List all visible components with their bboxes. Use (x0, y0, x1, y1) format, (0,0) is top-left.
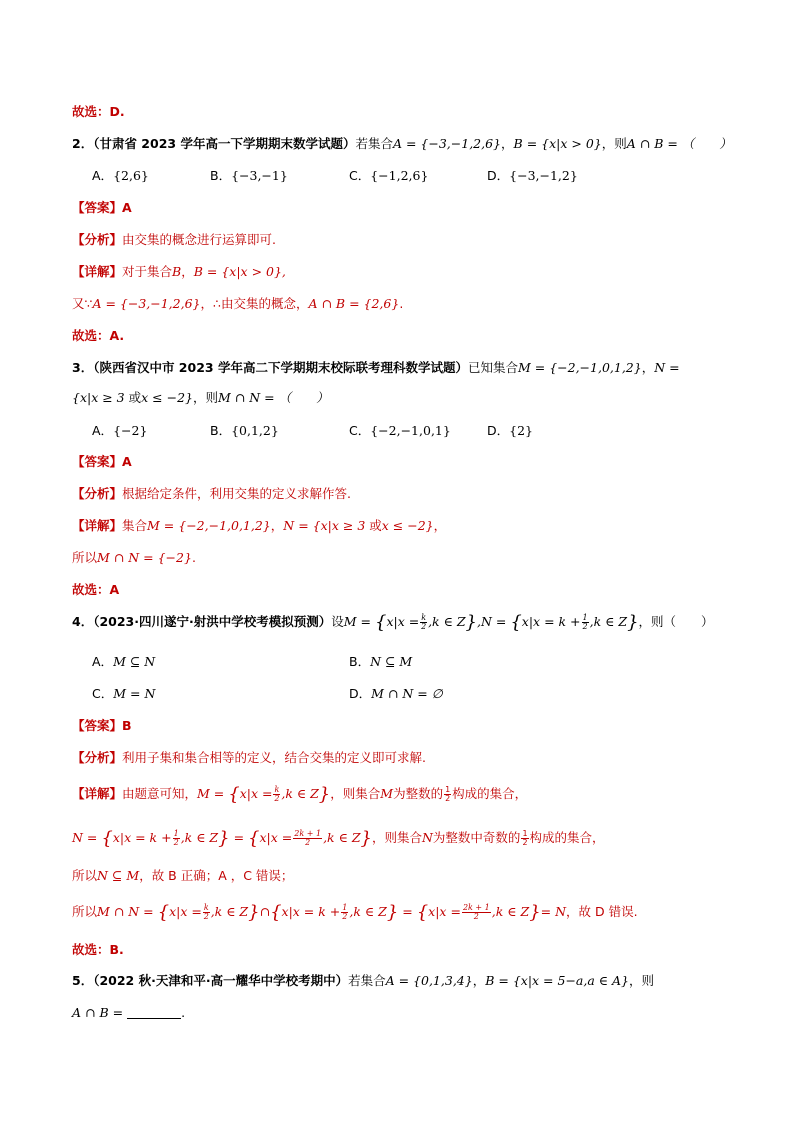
fraction (293, 830, 322, 847)
fraction (521, 830, 528, 847)
denominator: 2 (445, 794, 451, 803)
denominator: 2 (342, 912, 348, 921)
q5-stem (72, 973, 654, 989)
math: ,k ∈ Z (323, 830, 361, 845)
analysis-text: 根据给定条件，利用交集的定义求解作答. (122, 486, 351, 501)
option-text: {−2} (113, 423, 148, 438)
denominator: 2 (473, 912, 479, 921)
math: x|x = (169, 904, 202, 919)
denominator: 2 (274, 794, 280, 803)
left-brace-icon: { (510, 612, 522, 633)
q2-ask: A ∩ B = （ ） (626, 136, 732, 151)
q5-ask: A ∩ B = (72, 1005, 124, 1020)
q4-conclusion: 故选：B. (72, 942, 124, 957)
fraction (203, 904, 210, 921)
answer-tag: 【答案】 (72, 454, 123, 469)
q3-sep: ， (641, 360, 655, 375)
answer-blank[interactable] (127, 1006, 181, 1019)
fraction (462, 904, 491, 921)
denominator: 2 (582, 622, 588, 631)
q3-option-b (210, 423, 279, 439)
q3-answer (72, 454, 132, 470)
q4-option-c (92, 686, 155, 702)
right-brace-icon: } (318, 784, 331, 805)
q4-number: 4． (72, 614, 94, 629)
detail-math: A ∩ B = {2,6} (308, 296, 400, 311)
math: x|x = (259, 830, 293, 845)
q2-sep: ， (501, 136, 514, 151)
math: N = (72, 830, 98, 845)
stem-math: M ∩ N = （ ） (218, 390, 329, 405)
q4-option-a (92, 654, 155, 670)
q2-option-d (487, 168, 578, 184)
math: ,k ∈ Z (491, 904, 530, 919)
left-brace-icon: { (375, 612, 387, 633)
detail-set-odd (416, 902, 541, 923)
q4-m-lhs: M = (343, 614, 372, 629)
option-label: D． (487, 423, 510, 438)
q3-detail (72, 518, 446, 534)
option-label: D． (349, 686, 372, 701)
right-brace-icon: } (360, 828, 372, 849)
left-brace-icon: { (101, 828, 113, 849)
q2-option-c (349, 168, 428, 184)
detail-set-odd (248, 828, 372, 849)
detail-text: 或 (365, 518, 382, 533)
math: M (380, 786, 394, 801)
q4-stem-text: 设 (331, 614, 344, 629)
detail-tag: 【详解】 (72, 786, 123, 801)
detail-text: 所以 (72, 904, 98, 919)
left-brace-icon: { (157, 902, 170, 923)
option-label: B． (210, 423, 232, 438)
q4-detail-3 (72, 868, 293, 884)
q5-sep: ， (472, 973, 486, 988)
option-label: A． (92, 423, 114, 438)
q4-detail (72, 786, 527, 803)
q2-option-a (92, 168, 149, 184)
detail-text: 又∵ (72, 296, 93, 311)
q2-analysis (72, 232, 276, 248)
q2-detail (72, 264, 286, 280)
detail-text: 为整数中奇数的 (432, 830, 521, 845)
denominator: 2 (173, 838, 179, 847)
detail-math: B (172, 264, 182, 279)
detail-text: . (399, 296, 404, 311)
right-brace-icon: } (627, 612, 639, 633)
q2-number: 2． (72, 136, 94, 151)
fraction (582, 614, 589, 631)
detail-set-n (101, 828, 230, 849)
numerator: 1 (342, 903, 348, 912)
q5-set-b: B = {x|x = 5−a,a ∈ A} (485, 973, 629, 988)
detail-text: 构成的集合， (529, 830, 605, 845)
q4-set-n (510, 612, 639, 633)
numerator: 2k + 1 (462, 903, 490, 912)
q3-number: 3． (72, 360, 94, 375)
detail-text: . (191, 550, 196, 565)
right-brace-icon: } (529, 902, 541, 923)
left-brace-icon: { (248, 828, 260, 849)
math: ,k ∈ Z (589, 614, 628, 629)
option-label: D． (487, 168, 510, 183)
q5-stem-text-2: ，则 (629, 973, 655, 988)
math: , (476, 614, 481, 629)
q4-set-m (375, 612, 477, 633)
denominator: 2 (421, 622, 427, 631)
detail-math: N = {x|x ≥ 3 (283, 518, 366, 533)
q3-source: （陕西省汉中市 2023 学年高二下学期期末校际联考理科数学试题） (93, 360, 468, 375)
q5-end: . (181, 1005, 186, 1020)
q2-option-b (210, 168, 288, 184)
detail-text: ，则集合 (330, 786, 381, 801)
q2-answer (72, 200, 132, 216)
q3-conclusion: 故选：A (72, 582, 120, 597)
detail-text: 由题意可知， (122, 786, 198, 801)
option-label: C． (92, 686, 114, 701)
fraction (273, 786, 280, 803)
option-text: {−1,2,6} (370, 168, 429, 183)
answer-tag: 【答案】 (72, 718, 123, 733)
detail-text: 为整数的 (393, 786, 444, 801)
right-brace-icon: } (465, 612, 477, 633)
option-text: {−3,−1} (231, 168, 288, 183)
fraction (420, 614, 427, 631)
numerator: 1 (522, 829, 528, 838)
option-text: {2} (509, 423, 533, 438)
math: M = (197, 786, 225, 801)
detail-math: M ∩ N = {−2} (97, 550, 192, 565)
option-label: B． (349, 654, 371, 669)
answer-value: A (122, 454, 132, 469)
numerator: 2k + 1 (294, 829, 322, 838)
q4-analysis (72, 750, 426, 766)
math: x|x = (386, 614, 420, 629)
stem-text: ，则（ ） (638, 614, 714, 629)
stem-math: x ≤ −2} (141, 390, 193, 405)
detail-text: ，∴由交集的概念， (200, 296, 309, 311)
detail-math: B = {x|x > 0}, (193, 264, 286, 279)
q4-option-b (349, 654, 412, 670)
q3-option-d (487, 423, 533, 439)
option-label: C． (349, 423, 371, 438)
q5-stem-text: 若集合 (348, 973, 386, 988)
numerator: k (274, 785, 280, 794)
fraction (341, 904, 348, 921)
option-label: B． (210, 168, 232, 183)
math: x|x = k + (521, 614, 581, 629)
q2-conclusion: 故选：A. (72, 328, 125, 343)
q3-set-n-start: N = (654, 360, 680, 375)
option-text: {−3,−1,2} (509, 168, 578, 183)
q2-set-a: A = {−3,−1,2,6} (392, 136, 502, 151)
stem-math: {x|x ≥ 3 (72, 390, 125, 405)
numerator: 1 (173, 829, 179, 838)
math: = (402, 904, 413, 919)
option-label: A． (92, 654, 114, 669)
analysis-tag: 【分析】 (72, 232, 123, 247)
math: = N (540, 904, 567, 919)
numerator: k (421, 613, 427, 622)
math: ,k ∈ Z (180, 830, 219, 845)
math: x|x = (239, 786, 273, 801)
left-brace-icon: { (416, 902, 429, 923)
math: ,k ∈ Z (428, 614, 466, 629)
detail-text: ， (270, 518, 284, 533)
right-brace-icon: } (218, 828, 230, 849)
math: N (421, 830, 433, 845)
detail-text: ， (181, 264, 194, 279)
q4-option-d (349, 686, 443, 702)
detail-text: 所以 (72, 550, 98, 565)
math: ,k ∈ Z (281, 786, 319, 801)
numerator: 1 (445, 785, 451, 794)
numerator: 1 (582, 613, 588, 622)
q5-number: 5． (72, 973, 94, 988)
option-text: N ⊆ M (370, 654, 413, 669)
analysis-text: 由交集的概念进行运算即可. (122, 232, 276, 247)
option-label: C． (349, 168, 371, 183)
detail-tag: 【详解】 (72, 518, 123, 533)
fraction (173, 830, 180, 847)
math: x|x = k + (112, 830, 172, 845)
detail-tag: 【详解】 (72, 264, 123, 279)
detail-text: 构成的集合， (452, 786, 528, 801)
detail-text: ， (433, 518, 447, 533)
right-brace-icon: } (386, 902, 399, 923)
detail-math: M = {−2,−1,0,1,2} (147, 518, 271, 533)
q3-stem-text: 已知集合 (467, 360, 518, 375)
option-text: M ∩ N = ∅ (371, 686, 443, 701)
math: ,k ∈ Z (210, 904, 249, 919)
q3-set-m: M = {−2,−1,0,1,2} (517, 360, 642, 375)
detail-math: x ≤ −2} (381, 518, 434, 533)
analysis-tag: 【分析】 (72, 486, 123, 501)
detail-text: ，故 B 正确；A ，C 错误； (139, 868, 294, 883)
option-text: M ⊆ N (113, 654, 156, 669)
q4-detail-2 (72, 830, 605, 847)
detail-text: ，则集合 (371, 830, 422, 845)
option-label: A． (92, 168, 114, 183)
q3-option-a (92, 423, 147, 439)
q5-stem-line2 (72, 1005, 185, 1021)
q4-answer (72, 718, 132, 734)
q2-set-b: B = {x|x > 0} (513, 136, 602, 151)
option-text: {−2,−1,0,1} (370, 423, 451, 438)
q5-set-a: A = {0,1,3,4} (385, 973, 473, 988)
math: x|x = (428, 904, 461, 919)
math: x|x = k + (281, 904, 341, 919)
option-text: {0,1,2} (231, 423, 279, 438)
q2-stem-text: 若集合 (355, 136, 393, 151)
detail-text: 所以 (72, 868, 98, 883)
q4-stem (72, 614, 714, 631)
q4-detail-4 (72, 904, 638, 921)
denominator: 2 (203, 912, 209, 921)
denominator: 2 (305, 838, 311, 847)
q3-stem (72, 360, 680, 376)
detail-set-n (270, 902, 399, 923)
detail-text: 对于集合 (122, 264, 173, 279)
stem-text: 或 (124, 390, 142, 405)
q1-conclusion: 故选：D. (72, 104, 125, 119)
detail-math: A = {−3,−1,2,6} (92, 296, 201, 311)
q3-analysis (72, 486, 351, 502)
q5-source: （2022 秋·天津和平·高一耀华中学校考期中） (93, 973, 349, 988)
detail-text: 集合 (122, 518, 148, 533)
math: ∩ (259, 904, 271, 919)
detail-text: ，故 D 错误. (566, 904, 638, 919)
q4-source: （2023·四川遂宁·射洪中学校考模拟预测） (93, 614, 332, 629)
right-brace-icon: } (248, 902, 260, 923)
q2-stem-text-2: ，则 (601, 136, 627, 151)
option-text: M = N (113, 686, 156, 701)
q2-detail-2 (72, 296, 403, 312)
answer-tag: 【答案】 (72, 200, 123, 215)
q4-n-lhs: N = (480, 614, 507, 629)
analysis-tag: 【分析】 (72, 750, 123, 765)
answer-value: A (122, 200, 132, 215)
numerator: k (203, 903, 209, 912)
q2-source: （甘肃省 2023 学年高一下学期期末数学试题） (93, 136, 356, 151)
denominator: 2 (522, 838, 528, 847)
q3-stem-line2 (72, 390, 329, 406)
q3-option-c (349, 423, 451, 439)
q3-detail-2 (72, 550, 196, 566)
detail-set-m (157, 902, 260, 923)
left-brace-icon: { (228, 784, 240, 805)
option-text: {2,6} (113, 168, 149, 183)
left-brace-icon: { (270, 902, 282, 923)
math: = (233, 830, 245, 845)
fraction (444, 786, 451, 803)
math: N ⊆ M (97, 868, 140, 883)
q2-stem (72, 136, 732, 152)
analysis-text: 利用子集和集合相等的定义，结合交集的定义即可求解. (122, 750, 426, 765)
math: M ∩ N = (97, 904, 154, 919)
math: ,k ∈ Z (349, 904, 387, 919)
detail-set-m (228, 784, 331, 805)
answer-value: B (122, 718, 132, 733)
stem-text: ，则 (192, 390, 218, 405)
